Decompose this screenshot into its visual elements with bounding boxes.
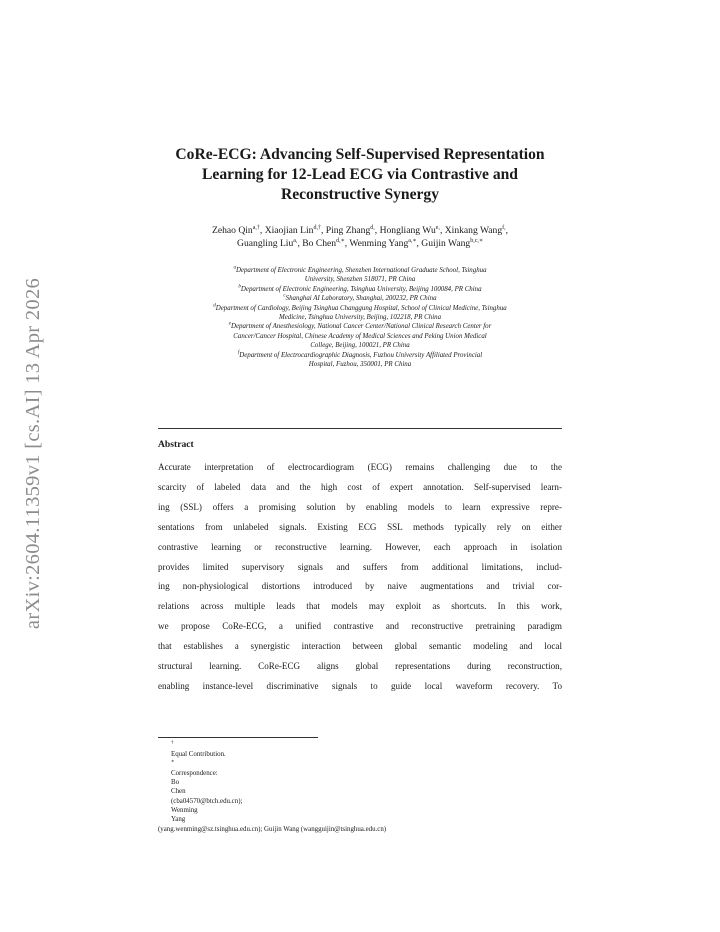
author-affiliation-marker: a,: [293, 237, 298, 244]
footnote-marker: †: [171, 740, 174, 746]
title-line: Learning for 12-Lead ECG via Contrastive and: [202, 166, 518, 183]
affiliation-line: $^d$Department of Cardiology, Beijing Tsinghua Changgung Hospital, School of Clinical Medicine, Tsinghua: [213, 303, 507, 312]
author-name: Bo Chen: [302, 238, 337, 249]
abstract-heading: Abstract: [158, 439, 194, 450]
author-name: Guijin Wang: [421, 238, 471, 249]
author-name: Xinkang Wang: [444, 225, 503, 236]
abstract-line: ing non-physiological distortions introduced by naive augmentations and trivial cor-: [158, 581, 562, 592]
affiliation-line: University, Shenzhen 518071, PR China: [304, 276, 416, 284]
affiliation-line: Cancer/Cancer Hospital, Chinese Academy of Medical Sciences and Peking Union Medical: [233, 332, 487, 340]
abstract-line: enabling instance-level discriminative signals to guide local waveform recovery. To: [158, 680, 562, 691]
author-name: Xiaojian Lin: [264, 225, 314, 236]
abstract-line: sentations from unlabeled signals. Existing ECG SSL methods typically rely on either: [158, 521, 562, 532]
abstract-line: ing (SSL) offers a promising solution by enabling models to learn expressive repre-: [158, 501, 562, 512]
footnote-correspondence: ∗ Correspondence: Bo Chen (cba04570@btch.edu.cn); Wenming Yang: [171, 759, 243, 824]
author-affiliation-marker: a,∗: [408, 237, 417, 244]
footnote-marker: ∗: [171, 759, 175, 765]
footnote-correspondence-emails: (yang.wenming@sz.tsinghua.edu.cn); Guijin Wang (wangguijin@tsinghua.edu.cn): [158, 825, 387, 833]
title-line: Reconstructive Synergy: [280, 186, 440, 203]
author-name: Ping Zhang: [325, 225, 371, 236]
abstract-line: provides limited supervisory signals and suffers from additional limitations, includ-: [158, 561, 562, 572]
affiliation-line: College, Beijing, 100021, PR China: [310, 342, 410, 350]
abstract-line: scarcity of labeled data and the high cost of expert annotation. Self-supervised learn-: [158, 481, 562, 492]
author-affiliation-marker: d,: [370, 224, 375, 231]
affiliation-line: Hospital, Fuzhou, 350001, PR China: [308, 361, 412, 369]
footnote-rule: [158, 737, 318, 738]
abstract-line: we propose CoRe-ECG, a unified contrastive and reconstructive pretraining paradigm: [158, 621, 562, 632]
abstract-body: [158, 458, 562, 697]
abstract-top-rule: [158, 428, 562, 429]
paper-title: [150, 145, 570, 205]
author-affiliation-marker: d,†: [313, 224, 321, 231]
arxiv-identifier-text: arXiv:2604.11359v1 [cs.AI] 13 Apr 2026: [22, 277, 45, 629]
author-name: Zehao Qin: [211, 225, 253, 236]
affiliation-line: $^c$Shanghai AI Laboratory, Shanghai, 200232, PR China: [283, 293, 437, 303]
affiliation-line: $^e$Department of Anesthesiology, National Cancer Center/National Clinical Research Center for: [228, 322, 492, 331]
affiliation-line: $^f$Department of Electrocardiographic Diagnosis, Fuzhou University Affiliated Provincial: [237, 350, 483, 359]
abstract-line: that establishes a synergistic interaction between global semantic modeling and local: [158, 641, 562, 652]
footnotes: [158, 741, 562, 834]
arxiv-identifier-stamp: [20, 263, 48, 643]
affiliation-list: [148, 266, 572, 369]
affiliation-line: $^b$Department of Electronic Engineering, Tsinghua University, Beijing 100084, PR China: [238, 284, 482, 293]
author-affiliation-marker: a,†: [252, 224, 260, 231]
footnote-equal-contribution: † Equal Contribution.: [171, 740, 226, 759]
author-line: Guangling Liu$^{a,}$, Bo Chen$^{d,∗}$, Wenming Yang$^{a,∗}$, Guijin Wang$^{b,c,∗}$: [237, 237, 483, 249]
author-list: [150, 224, 570, 250]
abstract-line: relations across multiple leads that models may exploit as shortcuts. In this work,: [158, 601, 562, 612]
affiliation-line: $^a$Department of Electronic Engineering, Shenzhen International Graduate School, Tsinghua: [233, 265, 487, 274]
abstract-line: Accurate interpretation of electrocardiogram (ECG) remains challenging due to the: [158, 462, 562, 472]
abstract-line: contrastive learning or reconstructive learning. However, each approach in isolation: [158, 541, 562, 552]
title-line: CoRe-ECG: Advancing Self-Supervised Representation: [175, 146, 545, 163]
author-name: Guangling Liu: [237, 238, 294, 249]
author-line: Zehao Qin$^{a,\dagger}$, Xiaojian Lin$^{d,\dagger}$, Ping Zhang$^{d,}$, Hongliang $Wu^{e,}$, Xinkang Wang$^{f,}$,: [211, 224, 509, 236]
abstract-line: structural learning. CoRe-ECG aligns global representations during reconstruction,: [158, 661, 562, 672]
author-name: Hongliang Wu: [379, 225, 436, 236]
author-affiliation-marker: f,: [502, 224, 506, 231]
author-name: Wenming Yang: [349, 238, 409, 249]
author-affiliation-marker: d,∗: [336, 237, 345, 244]
author-affiliation-marker: e,: [435, 224, 440, 231]
affiliation-line: Medicine, Tsinghua University, Beijing, 102218, PR China: [278, 314, 442, 322]
author-affiliation-marker: b,c,∗: [470, 237, 483, 244]
